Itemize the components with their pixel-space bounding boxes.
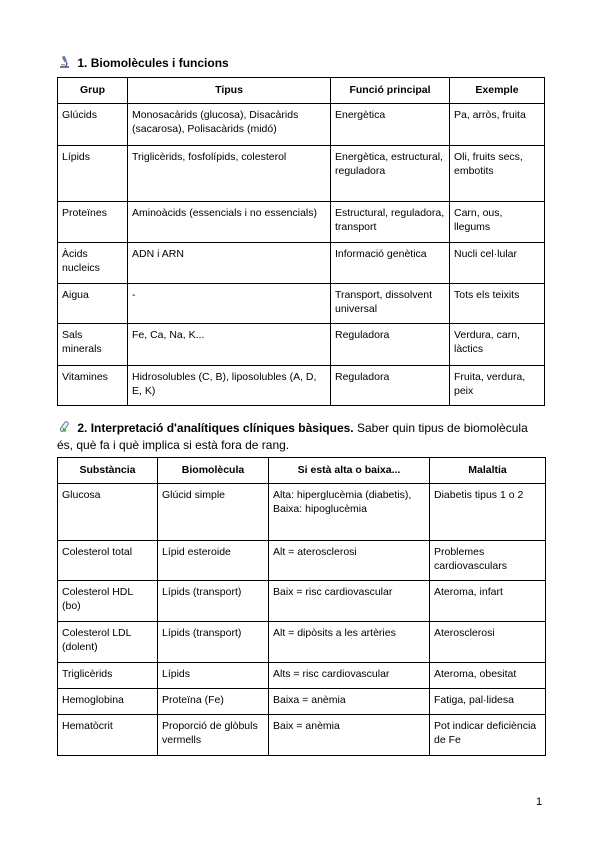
table-cell: Estructural, reguladora, transport bbox=[331, 201, 450, 242]
table-cell: Nucli cel·lular bbox=[450, 242, 545, 283]
section-1-number: 1. bbox=[77, 56, 88, 70]
table-cell: Lípid esteroide bbox=[158, 540, 269, 580]
table-cell: Informació genètica bbox=[331, 242, 450, 283]
table-row bbox=[58, 714, 546, 755]
table-cell: Aigua bbox=[58, 283, 128, 323]
table-cell: Alta: hiperglucèmia (diabetis), Baixa: hipoglucèmia bbox=[269, 483, 430, 540]
table-row bbox=[58, 365, 545, 405]
table-cell: Colesterol total bbox=[58, 540, 158, 580]
table-row bbox=[58, 621, 546, 662]
column-header: Grup bbox=[58, 78, 128, 104]
table-cell: Aminoàcids (essencials i no essencials) bbox=[128, 201, 331, 242]
table-header-row bbox=[58, 78, 545, 104]
table-cell: Reguladora bbox=[331, 365, 450, 405]
table-cell: Proteïna (Fe) bbox=[158, 688, 269, 714]
table-cell: Baix = anèmia bbox=[269, 714, 430, 755]
table-cell: Energètica bbox=[331, 103, 450, 145]
test-tube-icon bbox=[57, 420, 71, 434]
table-cell: Baixa = anèmia bbox=[269, 688, 430, 714]
table-cell: Carn, ous, llegums bbox=[450, 201, 545, 242]
section-2-heading bbox=[57, 420, 547, 454]
table-row bbox=[58, 103, 545, 145]
table-cell: Diabetis tipus 1 o 2 bbox=[430, 483, 546, 540]
section-2-subtitle: Saber quin tipus de biomolècula és, què fa i què implica si està fora de rang. bbox=[57, 421, 528, 452]
table-cell: Colesterol HDL (bo) bbox=[58, 580, 158, 621]
table-cell: Àcids nucleics bbox=[58, 242, 128, 283]
table-header-row bbox=[58, 458, 546, 484]
column-header: Exemple bbox=[450, 78, 545, 104]
table-cell: Lípids (transport) bbox=[158, 621, 269, 662]
table-cell: Hematòcrit bbox=[58, 714, 158, 755]
table-cell: Lípids (transport) bbox=[158, 580, 269, 621]
column-header: Malaltia bbox=[430, 458, 546, 484]
table-row bbox=[58, 483, 546, 540]
table-cell: Lípids bbox=[158, 662, 269, 688]
table-row bbox=[58, 688, 546, 714]
table-cell: Alts = risc cardiovascular bbox=[269, 662, 430, 688]
column-header: Tipus bbox=[128, 78, 331, 104]
table-cell: Pot indicar deficiència de Fe bbox=[430, 714, 546, 755]
table-cell: Ateroma, infart bbox=[430, 580, 546, 621]
table-cell: Aterosclerosi bbox=[430, 621, 546, 662]
table-row bbox=[58, 540, 546, 580]
page-number: 1 bbox=[536, 796, 543, 808]
table-cell: Pa, arròs, fruita bbox=[450, 103, 545, 145]
table-cell: Vitamines bbox=[58, 365, 128, 405]
section-1-heading bbox=[57, 55, 547, 72]
table-cell: Lípids bbox=[58, 145, 128, 201]
table-cell: Baix = risc cardiovascular bbox=[269, 580, 430, 621]
table-cell: Glucosa bbox=[58, 483, 158, 540]
table-cell: Colesterol LDL (dolent) bbox=[58, 621, 158, 662]
table-cell: Verdura, carn, làctics bbox=[450, 323, 545, 365]
table-cell: Proteïnes bbox=[58, 201, 128, 242]
column-header: Funció principal bbox=[331, 78, 450, 104]
table-cell: Triglicèrids bbox=[58, 662, 158, 688]
table-cell: - bbox=[128, 283, 331, 323]
table-cell: Hemoglobina bbox=[58, 688, 158, 714]
table-cell: Fruita, verdura, peix bbox=[450, 365, 545, 405]
microscope-icon bbox=[57, 55, 71, 69]
column-header: Si està alta o baixa... bbox=[269, 458, 430, 484]
table-cell: Proporció de glòbuls vermells bbox=[158, 714, 269, 755]
table-cell: Problemes cardiovasculars bbox=[430, 540, 546, 580]
table-row bbox=[58, 323, 545, 365]
table-cell: Triglicèrids, fosfolípids, colesterol bbox=[128, 145, 331, 201]
section-1-title: Biomolècules i funcions bbox=[90, 56, 229, 70]
section-2-title: Interpretació d'analítiques clíniques bàsiques. bbox=[90, 421, 354, 435]
biomolecules-table bbox=[57, 77, 545, 406]
table-cell: Transport, dissolvent universal bbox=[331, 283, 450, 323]
clinical-analytics-table bbox=[57, 457, 546, 756]
table-cell: Alt = dipòsits a les artèries bbox=[269, 621, 430, 662]
table-cell: Glúcid simple bbox=[158, 483, 269, 540]
section-2-number: 2. bbox=[77, 421, 88, 435]
table-cell: Hidrosolubles (C, B), liposolubles (A, D, E, K) bbox=[128, 365, 331, 405]
table-row bbox=[58, 201, 545, 242]
table-row bbox=[58, 283, 545, 323]
table-cell: Sals minerals bbox=[58, 323, 128, 365]
table-row bbox=[58, 580, 546, 621]
column-header: Substància bbox=[58, 458, 158, 484]
table-cell: Fatiga, pal·lidesa bbox=[430, 688, 546, 714]
table-cell: Tots els teixits bbox=[450, 283, 545, 323]
table-cell: Oli, fruits secs, embotits bbox=[450, 145, 545, 201]
table-row bbox=[58, 145, 545, 201]
table-cell: Fe, Ca, Na, K... bbox=[128, 323, 331, 365]
table-cell: Reguladora bbox=[331, 323, 450, 365]
table-cell: ADN i ARN bbox=[128, 242, 331, 283]
table-row bbox=[58, 242, 545, 283]
table-row bbox=[58, 662, 546, 688]
table-cell: Energètica, estructural, reguladora bbox=[331, 145, 450, 201]
table-cell: Glúcids bbox=[58, 103, 128, 145]
column-header: Biomolècula bbox=[158, 458, 269, 484]
table-cell: Ateroma, obesitat bbox=[430, 662, 546, 688]
table-cell: Alt = aterosclerosi bbox=[269, 540, 430, 580]
table-cell: Monosacàrids (glucosa), Disacàrids (sacarosa), Polisacàrids (midó) bbox=[128, 103, 331, 145]
